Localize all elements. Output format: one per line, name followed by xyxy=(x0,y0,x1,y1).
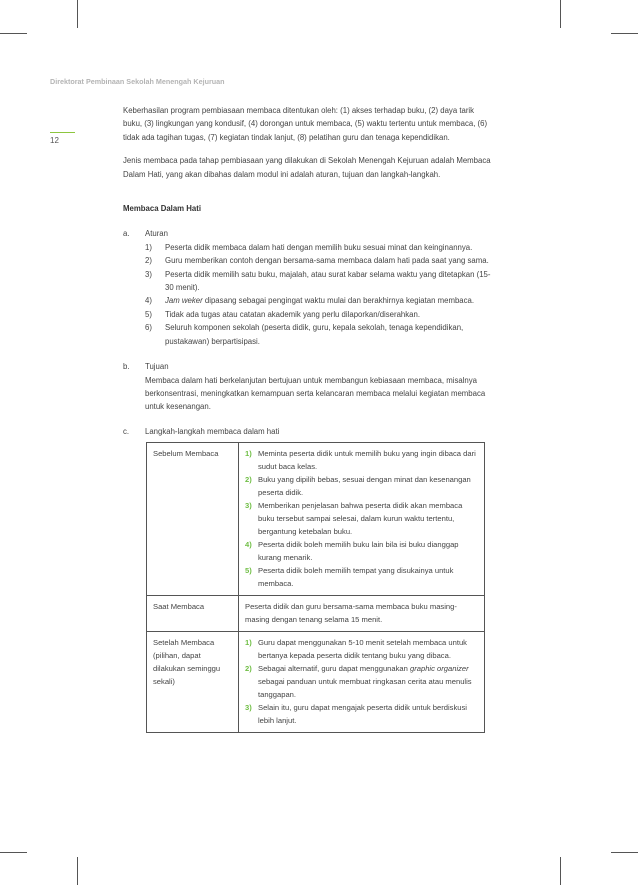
steps-cell xyxy=(239,443,485,596)
step-item xyxy=(245,447,478,473)
steps-table xyxy=(146,442,485,733)
intro-paragraph: Keberhasilan program pembiasaan membaca ditentukan oleh: (1) akses terhadap buku, (2) daya tarik buku, (3) lingkungan yang kondusif, (4) dorongan untuk membaca, (5) waktu tertentu untuk membaca, (6) tidak ada tagihan tugas, (7) kegiatan tindak lanjut, (8) pelatihan guru dan tenaga kependidikan. xyxy=(123,106,488,142)
rule-text: Peserta didik memilih satu buku, majalah, atau surat kabar selama waktu yang ditetapkan (15-30 menit). xyxy=(165,269,491,293)
step-item xyxy=(245,564,478,590)
crop-mark xyxy=(560,857,561,885)
steps-cell: Peserta didik dan guru bersama-sama membaca buku masing-masing dengan tenang selama 15 menit. xyxy=(239,596,485,632)
rule-number: 2) xyxy=(145,256,152,266)
step-text: Sebagai alternatif, guru dapat menggunakan xyxy=(258,664,410,674)
step-item xyxy=(245,473,478,499)
list-label: c. xyxy=(123,426,130,436)
crop-mark xyxy=(0,33,27,34)
rule-text: Guru memberikan contoh dengan bersama-sama membaca dalam hati pada saat yang sama. xyxy=(165,256,489,266)
page-number: 12 xyxy=(50,136,59,145)
running-header: Direktorat Pembinaan Sekolah Menengah Kejuruan xyxy=(50,77,225,86)
rule-text-italic: Jam weker xyxy=(165,296,203,306)
table-row xyxy=(147,632,485,733)
crop-mark xyxy=(77,857,78,885)
crop-mark xyxy=(560,0,561,28)
step-text: sebagai panduan untuk membuat ringkasan cerita atau menulis tanggapan. xyxy=(258,677,472,700)
crop-mark xyxy=(0,852,27,853)
step-item xyxy=(245,538,478,564)
step-text: Selain itu, guru dapat mengajak peserta didik untuk berdiskusi lebih lanjut. xyxy=(258,703,467,726)
step-number: 2) xyxy=(245,664,252,674)
list-item-aturan xyxy=(123,227,491,348)
rule-text: Tidak ada tugas atau catatan akademik yang perlu dilaporkan/diserahkan. xyxy=(165,309,421,319)
step-text: Guru dapat menggunakan 5-10 menit setelah membaca untuk bertanya kepada peserta didik tentang buku yang dibaca. xyxy=(258,638,467,661)
list-label: b. xyxy=(123,362,130,372)
rule-item xyxy=(145,308,491,321)
crop-mark xyxy=(611,852,638,853)
rule-text: Peserta didik membaca dalam hati dengan memilih buku sesuai minat dan keinginannya. xyxy=(165,242,473,252)
rule-number: 6) xyxy=(145,323,152,333)
step-number: 3) xyxy=(245,703,252,713)
table-row xyxy=(147,596,485,632)
step-number: 1) xyxy=(245,638,252,648)
step-item xyxy=(245,662,478,701)
rule-item xyxy=(145,268,491,295)
rule-number: 4) xyxy=(145,296,152,306)
step-number: 1) xyxy=(245,449,252,459)
rule-number: 3) xyxy=(145,269,152,279)
crop-mark xyxy=(611,33,638,34)
step-text: Peserta didik boleh memilih tempat yang disukainya untuk membaca. xyxy=(258,566,454,589)
list-item-tujuan xyxy=(123,360,491,414)
rule-item xyxy=(145,294,491,307)
rule-text: dipasang sebagai pengingat waktu mulai dan berakhirnya kegiatan membaca. xyxy=(202,296,475,306)
phase-cell: Saat Membaca xyxy=(147,596,239,632)
rule-item xyxy=(145,254,491,267)
step-number: 2) xyxy=(245,475,252,485)
rule-number: 5) xyxy=(145,309,152,319)
phase-cell: Setelah Membaca (pilihan, dapat dilakukan seminggu sekali) xyxy=(147,632,239,733)
step-item xyxy=(245,701,478,727)
rule-item xyxy=(145,321,491,348)
phase-cell: Sebelum Membaca xyxy=(147,443,239,596)
section-title: Membaca Dalam Hati xyxy=(123,204,201,214)
table-row xyxy=(147,443,485,596)
rule-number: 1) xyxy=(145,242,152,252)
step-item xyxy=(245,636,478,662)
list-item-title: Tujuan xyxy=(145,362,169,372)
page-number-rule xyxy=(50,132,75,133)
rule-item xyxy=(145,241,491,254)
rule-text: Seluruh komponen sekolah (peserta didik, guru, kepala sekolah, tenaga kependidikan, pustakawan) berpartisipasi. xyxy=(165,323,464,346)
step-text: Memberikan penjelasan bahwa peserta didik akan membaca buku tersebut sampai selesai, dalam kurun waktu tertentu, bergantung ketebalan buku. xyxy=(258,501,463,537)
intro-paragraph: Jenis membaca pada tahap pembiasaan yang dilakukan di Sekolah Menengah Kejuruan adalah Membaca Dalam Hati, yang akan dibahas dalam modul ini adalah aturan, tujuan dan langkah-langkah. xyxy=(123,156,491,179)
steps-cell xyxy=(239,632,485,733)
list-item-langkah xyxy=(123,425,491,733)
list-item-text: Membaca dalam hati berkelanjutan bertujuan untuk membangun kebiasaan membaca, misalnya berkonsentrasi, meningkatkan kemampuan serta kelancaran membaca melalui kegiatan membaca untuk kesenangan. xyxy=(145,375,486,412)
list-item-title: Langkah-langkah membaca dalam hati xyxy=(145,426,280,436)
step-text: Meminta peserta didik untuk memilih buku yang ingin dibaca dari sudut baca kelas. xyxy=(258,449,476,472)
list-label: a. xyxy=(123,229,130,239)
step-number: 3) xyxy=(245,501,252,511)
step-number: 4) xyxy=(245,540,252,550)
step-number: 5) xyxy=(245,566,252,576)
step-item xyxy=(245,499,478,538)
page-content xyxy=(123,104,491,733)
step-text-italic: graphic organizer xyxy=(410,664,469,674)
step-text: Buku yang dipilih bebas, sesuai dengan minat dan kesenangan peserta didik. xyxy=(258,475,471,498)
step-text: Peserta didik boleh memilih buku lain bila isi buku dianggap kurang menarik. xyxy=(258,540,459,563)
crop-mark xyxy=(77,0,78,28)
list-item-title: Aturan xyxy=(145,229,168,239)
